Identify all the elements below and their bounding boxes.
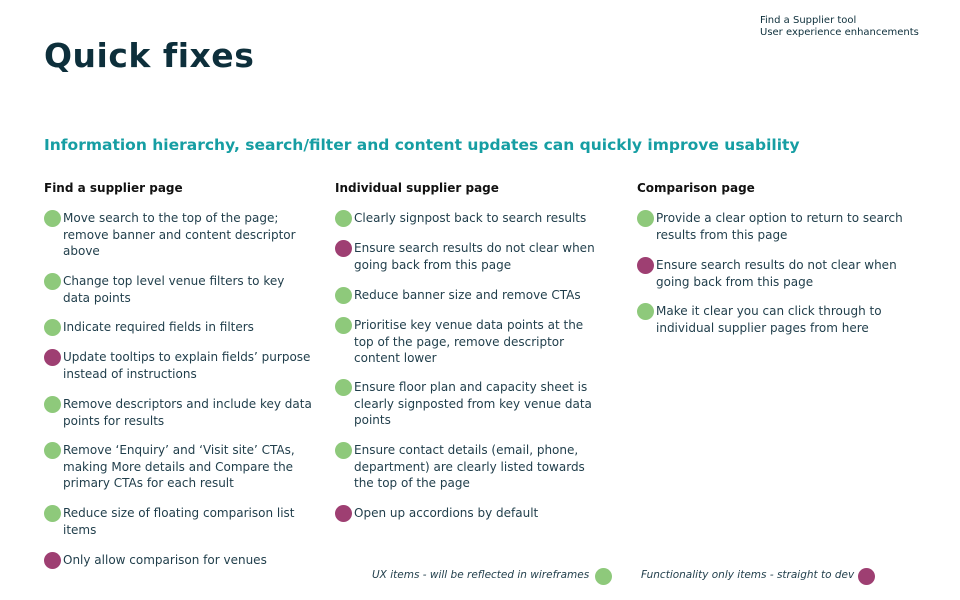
list-item-text: Remove ‘Enquiry’ and ‘Visit site’ CTAs, making More details and Compare the primary CTAs for each result [63, 443, 295, 491]
list-item-text: Ensure contact details (email, phone, department) are clearly listed towards the top of the page [354, 443, 585, 491]
column-heading: Find a supplier page [44, 181, 183, 195]
status-dot-icon [335, 317, 352, 334]
status-dot-icon [44, 505, 61, 522]
list-item-text: Make it clear you can click through to individual supplier pages from here [656, 304, 882, 335]
list-item-text: Open up accordions by default [354, 506, 539, 520]
legend-functionality-dot-icon [858, 568, 875, 585]
page-title: Quick fixes [44, 36, 255, 75]
status-dot-icon [335, 379, 352, 396]
list-item-text: Update tooltips to explain fields’ purpose instead of instructions [63, 350, 311, 381]
list-item-text: Clearly signpost back to search results [354, 211, 587, 225]
column-heading: Individual supplier page [335, 181, 499, 195]
list-item-text: Prioritise key venue data points at the top of the page, remove descriptor content lower [354, 318, 584, 366]
list-item-text: Move search to the top of the page; remove banner and content descriptor above [63, 211, 296, 259]
list-item-text: Ensure search results do not clear when going back from this page [354, 241, 595, 272]
column-individual-supplier [335, 181, 615, 520]
status-dot-icon [335, 442, 352, 459]
status-dot-icon [335, 287, 352, 304]
list-item-text: Reduce banner size and remove CTAs [354, 288, 581, 302]
status-dot-icon [44, 552, 61, 569]
column-find-a-supplier [44, 181, 314, 567]
status-dot-icon [637, 257, 654, 274]
column-heading: Comparison page [637, 181, 755, 195]
legend-ux-dot-icon [595, 568, 612, 585]
status-dot-icon [44, 349, 61, 366]
status-dot-icon [44, 210, 61, 227]
list-item-text: Reduce size of floating comparison list items [63, 506, 295, 537]
list-item-text: Ensure floor plan and capacity sheet is clearly signposted from key venue data points [354, 380, 592, 428]
legend-functionality-label: Functionality only items - straight to dev [641, 569, 855, 581]
list-item-text: Remove descriptors and include key data points for results [63, 397, 312, 428]
status-dot-icon [44, 442, 61, 459]
status-dot-icon [44, 273, 61, 290]
status-dot-icon [335, 505, 352, 522]
legend-ux-label: UX items - will be reflected in wireframes [372, 569, 590, 581]
list-item-text: Only allow comparison for venues [63, 553, 267, 567]
list-item-text: Indicate required fields in filters [63, 320, 254, 334]
status-dot-icon [44, 396, 61, 413]
meta-doc-subject: User experience enhancements [760, 27, 919, 38]
list-item-text: Change top level venue filters to key data points [63, 274, 285, 305]
document-meta [760, 15, 919, 39]
list-item-text: Provide a clear option to return to search results from this page [656, 211, 903, 242]
meta-tool-name: Find a Supplier tool [760, 15, 857, 26]
page-subtitle: Information hierarchy, search/filter and content updates can quickly improve usability [44, 136, 800, 154]
status-dot-icon [335, 210, 352, 227]
status-dot-icon [637, 303, 654, 320]
column-comparison [637, 181, 917, 335]
status-dot-icon [44, 319, 61, 336]
status-dot-icon [637, 210, 654, 227]
list-item-text: Ensure search results do not clear when going back from this page [656, 258, 897, 289]
status-dot-icon [335, 240, 352, 257]
